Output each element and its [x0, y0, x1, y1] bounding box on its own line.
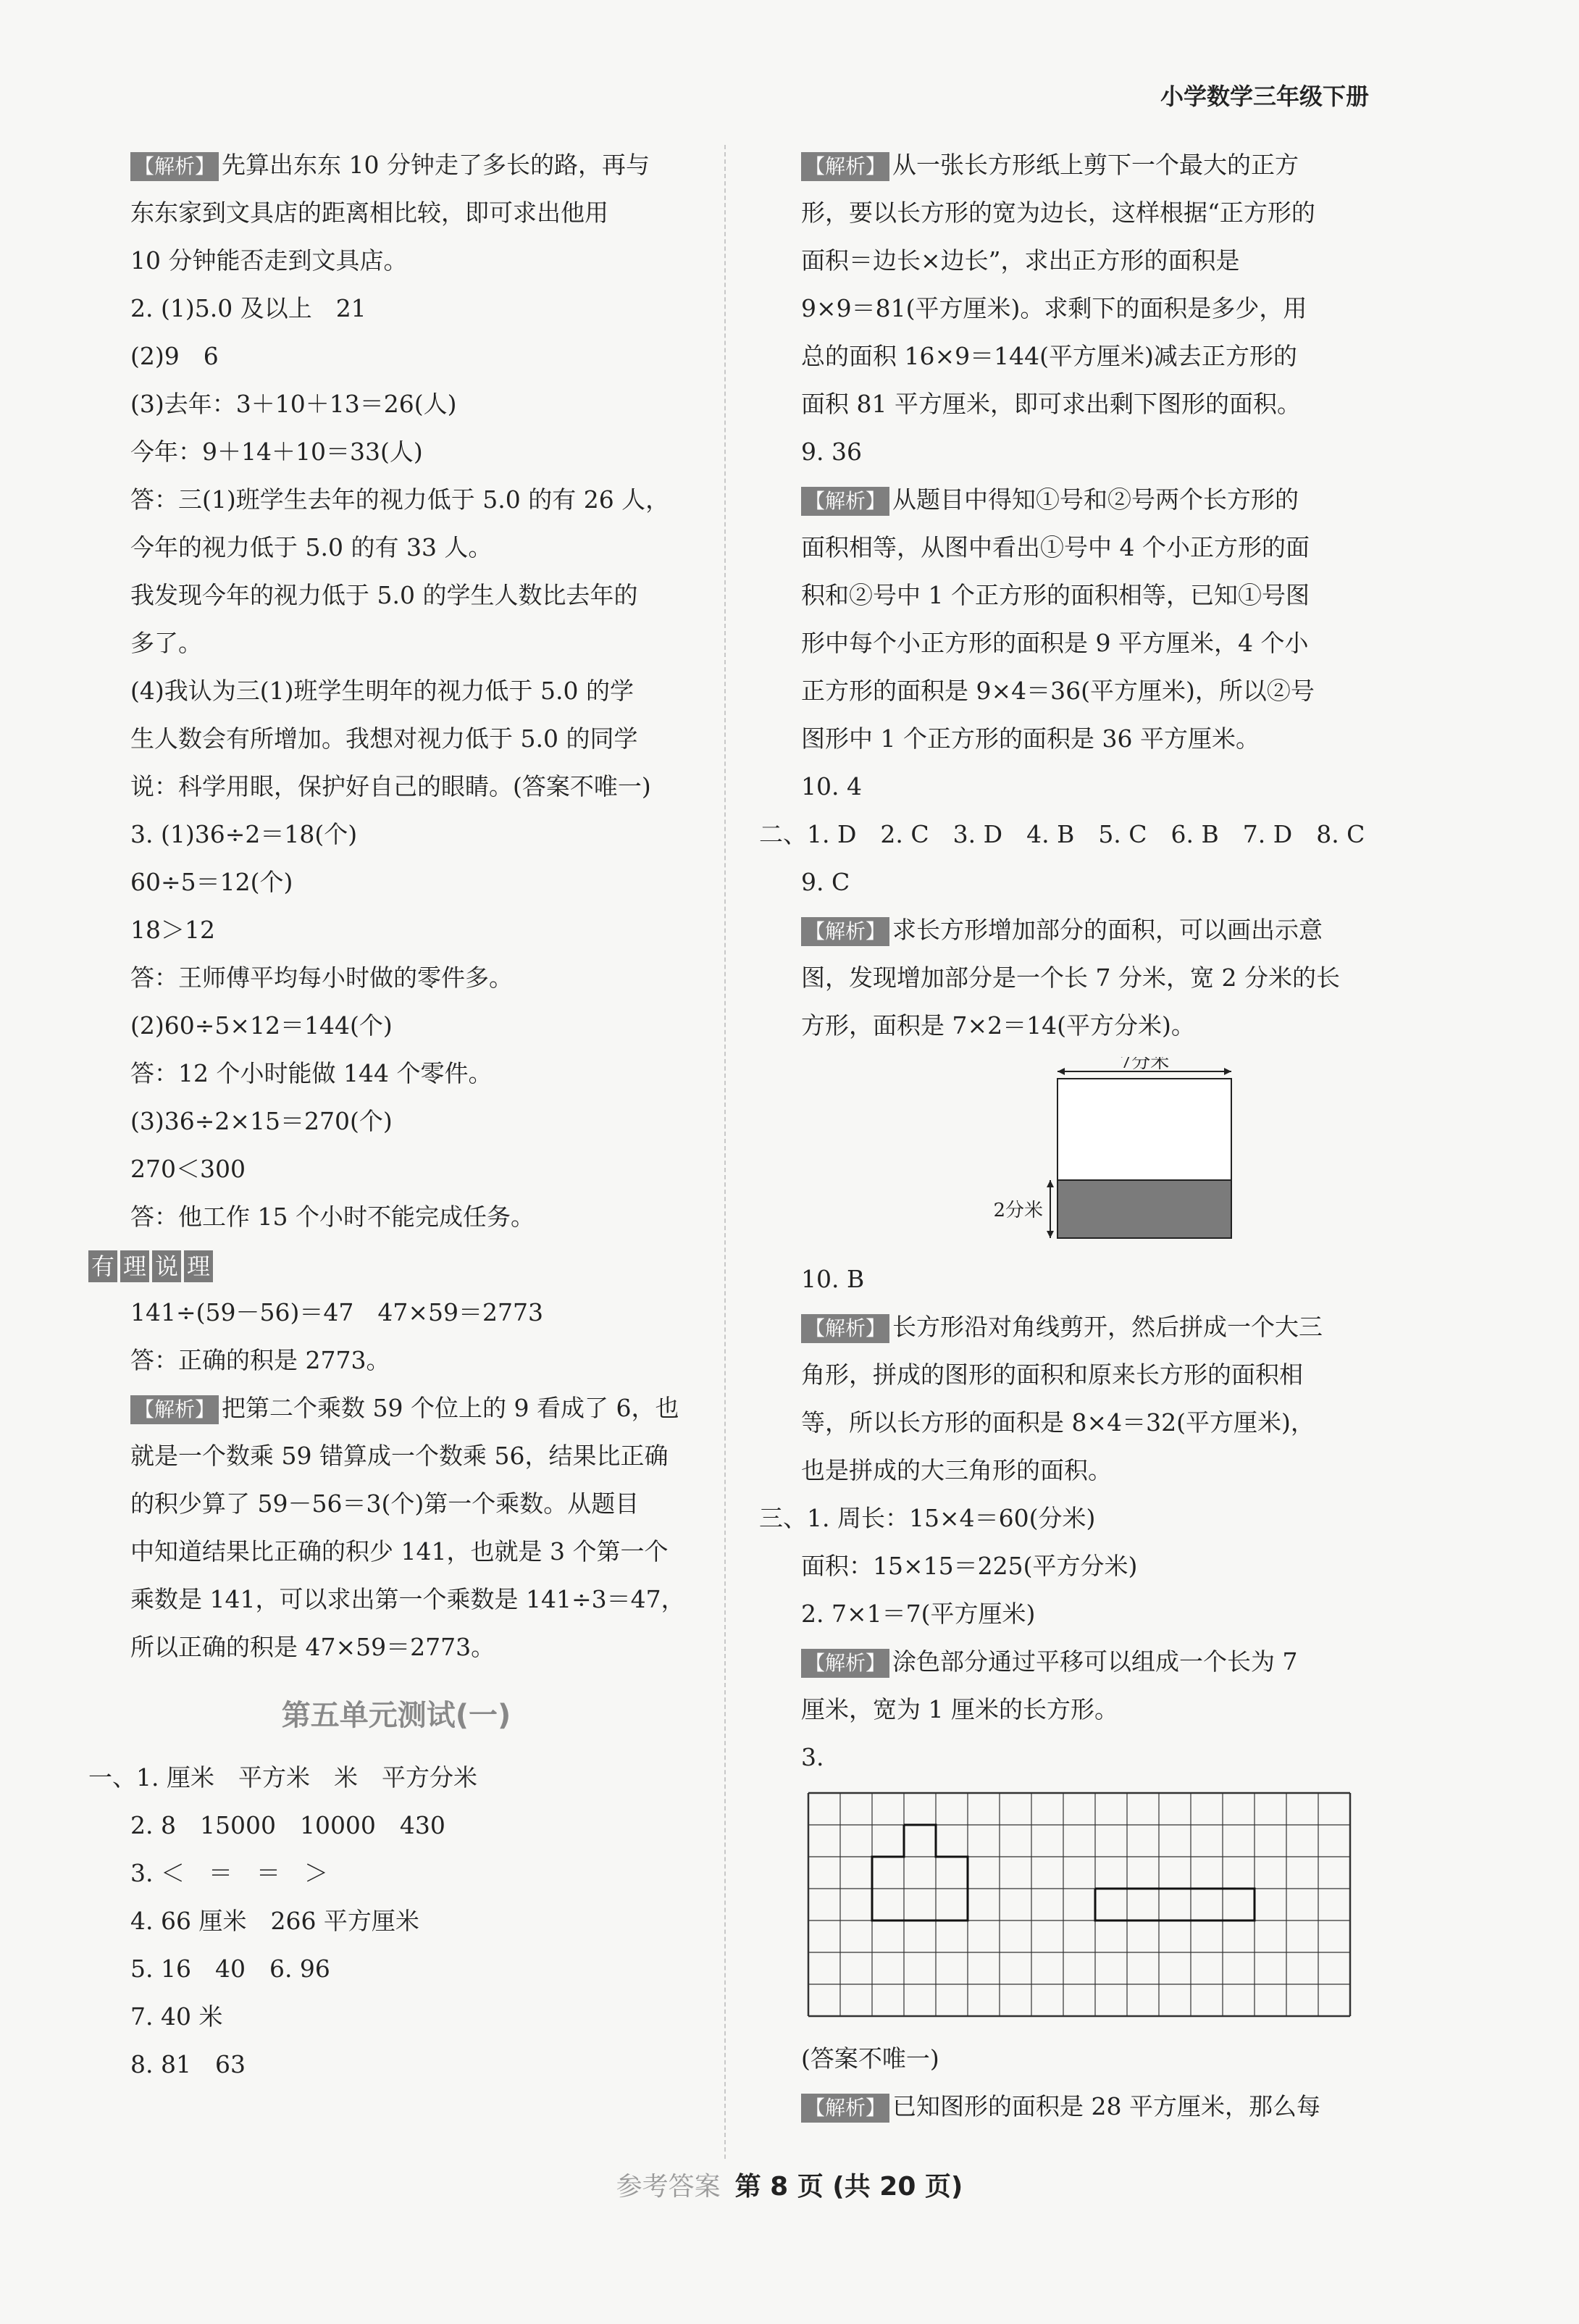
analysis-line: 方形，面积是 7×2＝14(平方分米)。 [801, 1011, 1195, 1040]
analysis-line: 【解析】 先算出东东 10 分钟走了多长的路，再与 [88, 141, 704, 189]
analysis-tag: 【解析】 [130, 152, 219, 181]
analysis-line: 形中每个小正方形的面积是 9 平方厘米，4 个小 [801, 629, 1309, 657]
answer-line: 10. B [801, 1265, 865, 1293]
analysis-line: 所以正确的积是 47×59＝2773。 [130, 1633, 495, 1661]
analysis-line: 面积 81 平方厘米，即可求出剩下图形的面积。 [801, 390, 1301, 418]
analysis-tag: 【解析】 [801, 487, 889, 516]
answer-line: 我发现今年的视力低于 5.0 的学生人数比去年的 [130, 581, 638, 609]
answer-line: 3. ＜ ＝ ＝ ＞ [130, 1859, 328, 1887]
answer-line: 3. [801, 1743, 824, 1771]
answer-line: 多了。 [130, 629, 202, 657]
analysis-tag: 【解析】 [801, 917, 889, 946]
analysis-line: 9×9＝81(平方厘米)。求剩下的面积是多少，用 [801, 294, 1307, 322]
analysis-tag: 【解析】 [801, 1649, 889, 1678]
answer-line: 8. 81 63 [130, 2050, 246, 2078]
answer-line: (3)36÷2×15＝270(个) [130, 1107, 393, 1135]
answer-line: 答：三(1)班学生去年的视力低于 5.0 的有 26 人， [130, 485, 670, 514]
unit-title: 第五单元测试(一) [281, 1699, 511, 1732]
analysis-line: 等，所以长方形的面积是 8×4＝32(平方厘米)， [801, 1408, 1315, 1437]
answer-line: 4. 66 厘米 266 平方厘米 [130, 1907, 419, 1935]
fig-shaded-rect [1057, 1180, 1231, 1238]
answer-line: 生人数会有所增加。我想对视力低于 5.0 的同学 [130, 724, 638, 753]
left-column [88, 141, 704, 2089]
footer-label: 参考答案 [616, 2172, 721, 2202]
answer-line: 7. 40 米 [130, 2002, 223, 2031]
fig-top-label: 7分米 [1119, 1057, 1170, 1073]
answer-line: 10. 4 [801, 772, 862, 801]
answer-line: 270＜300 [130, 1155, 246, 1183]
answer-line: 9. C [801, 868, 850, 896]
analysis-line: 面积相等，从图中看出①号中 4 个小正方形的面 [801, 533, 1310, 561]
analysis-tag: 【解析】 [130, 1395, 219, 1424]
answer-line: 面积：15×15＝225(平方分米) [801, 1552, 1138, 1580]
analysis-tag: 【解析】 [801, 152, 889, 181]
analysis-line: 面积＝边长×边长”，求出正方形的面积是 [801, 246, 1240, 275]
answer-line: 答：王师傅平均每小时做的零件多。 [130, 964, 513, 992]
answer-line: 答：正确的积是 2773。 [130, 1346, 390, 1374]
footer-page: 第 8 页 (共 20 页) [734, 2172, 963, 2202]
section-heading [88, 1241, 704, 1289]
grid-shape-outline [872, 1825, 968, 1920]
answer-line: 2. (1)5.0 及以上 21 [130, 294, 367, 322]
analysis-line: 【解析】 从题目中得知①号和②号两个长方形的 [759, 476, 1375, 524]
analysis-tag: 【解析】 [801, 2094, 889, 2123]
page-header-title: 小学数学三年级下册 [1160, 83, 1369, 110]
analysis-line: 的积少算了 59－56＝3(个)第一个乘数。从题目 [130, 1489, 640, 1518]
analysis-line: 【解析】 已知图形的面积是 28 平方厘米，那么每 [759, 2083, 1375, 2131]
analysis-line: 正方形的面积是 9×4＝36(平方厘米)，所以②号 [801, 677, 1315, 705]
analysis-line: 角形，拼成的图形的面积和原来长方形的面积相 [801, 1360, 1303, 1389]
answer-line: 2. 7×1＝7(平方厘米) [801, 1600, 1036, 1628]
answer-line: 9. 36 [801, 438, 862, 466]
analysis-line: 厘米，宽为 1 厘米的长方形。 [801, 1695, 1118, 1723]
analysis-line: 图形中 1 个正方形的面积是 36 平方厘米。 [801, 724, 1260, 753]
analysis-line: 也是拼成的大三角形的面积。 [801, 1456, 1112, 1484]
answer-line: 答：12 个小时能做 144 个零件。 [130, 1059, 493, 1087]
analysis-line: 积和②号中 1 个正方形的面积相等，已知①号图 [801, 581, 1310, 609]
analysis-line: 东东家到文具店的距离相比较，即可求出他用 [130, 198, 608, 227]
answer-line: 说：科学用眼，保护好自己的眼睛。(答案不唯一) [130, 772, 651, 801]
analysis-line: 【解析】 涂色部分通过平移可以组成一个长为 7 [759, 1638, 1375, 1686]
analysis-line: 总的面积 16×9＝144(平方厘米)减去正方形的 [801, 342, 1297, 370]
answer-line: (2)60÷5×12＝144(个) [130, 1011, 393, 1040]
analysis-line: 乘数是 141，可以求出第一个乘数是 141÷3＝47， [130, 1585, 685, 1613]
answer-line: 60÷5＝12(个) [130, 868, 293, 896]
analysis-line: 中知道结果比正确的积少 141，也就是 3 个第一个 [130, 1537, 669, 1566]
column-divider [724, 145, 726, 2159]
grid-shape-outline [1095, 1889, 1255, 1920]
answer-line: 今年：9＋14＋10＝33(人) [130, 438, 423, 466]
answer-line: 答：他工作 15 个小时不能完成任务。 [130, 1203, 535, 1231]
answer-line: 141÷(59－56)＝47 47×59＝2773 [130, 1298, 543, 1326]
grid-figure [803, 1787, 1375, 2029]
answer-line: 18＞12 [130, 916, 215, 944]
answer-line: (2)9 6 [130, 342, 219, 370]
analysis-line: 10 分钟能否走到文具店。 [130, 246, 408, 275]
answer-line: 今年的视力低于 5.0 的有 33 人。 [130, 533, 493, 561]
note-line: (答案不唯一) [801, 2044, 939, 2073]
rectangle-figure [991, 1057, 1375, 1248]
analysis-line: 形，要以长方形的宽为边长，这样根据“正方形的 [801, 198, 1315, 227]
page-footer [0, 2166, 1579, 2203]
answer-line: 3. (1)36÷2＝18(个) [130, 820, 358, 848]
analysis-line: 就是一个数乘 59 错算成一个数乘 56，结果比正确 [130, 1442, 669, 1470]
fig-side-label: 2分米 [993, 1200, 1043, 1221]
section-badge: 有 理 说 理 [88, 1250, 213, 1282]
answer-line: (3)去年：3＋10＋13＝26(人) [130, 390, 457, 418]
answer-line: 三、1. 周长：15×4＝60(分米) [759, 1504, 1096, 1532]
analysis-line: 【解析】 把第二个乘数 59 个位上的 9 看成了 6，也 [88, 1384, 704, 1432]
answer-line: 二、1. D 2. C 3. D 4. B 5. C 6. B 7. D 8. C [759, 820, 1365, 848]
analysis-line: 图，发现增加部分是一个长 7 分米，宽 2 分米的长 [801, 964, 1340, 992]
right-column [759, 141, 1375, 2131]
analysis-line: 【解析】 求长方形增加部分的面积，可以画出示意 [759, 906, 1375, 954]
answer-line: (4)我认为三(1)班学生明年的视力低于 5.0 的学 [130, 677, 634, 705]
analysis-tag: 【解析】 [801, 1314, 889, 1343]
answer-line: 一、1. 厘米 平方米 米 平方分米 [88, 1763, 477, 1792]
side-dimension-arrow [1047, 1180, 1054, 1238]
analysis-line: 【解析】 长方形沿对角线剪开，然后拼成一个大三 [759, 1303, 1375, 1351]
answer-line: 2. 8 15000 10000 430 [130, 1811, 445, 1839]
analysis-line: 【解析】 从一张长方形纸上剪下一个最大的正方 [759, 141, 1375, 189]
answer-line: 5. 16 40 6. 96 [130, 1955, 330, 1983]
